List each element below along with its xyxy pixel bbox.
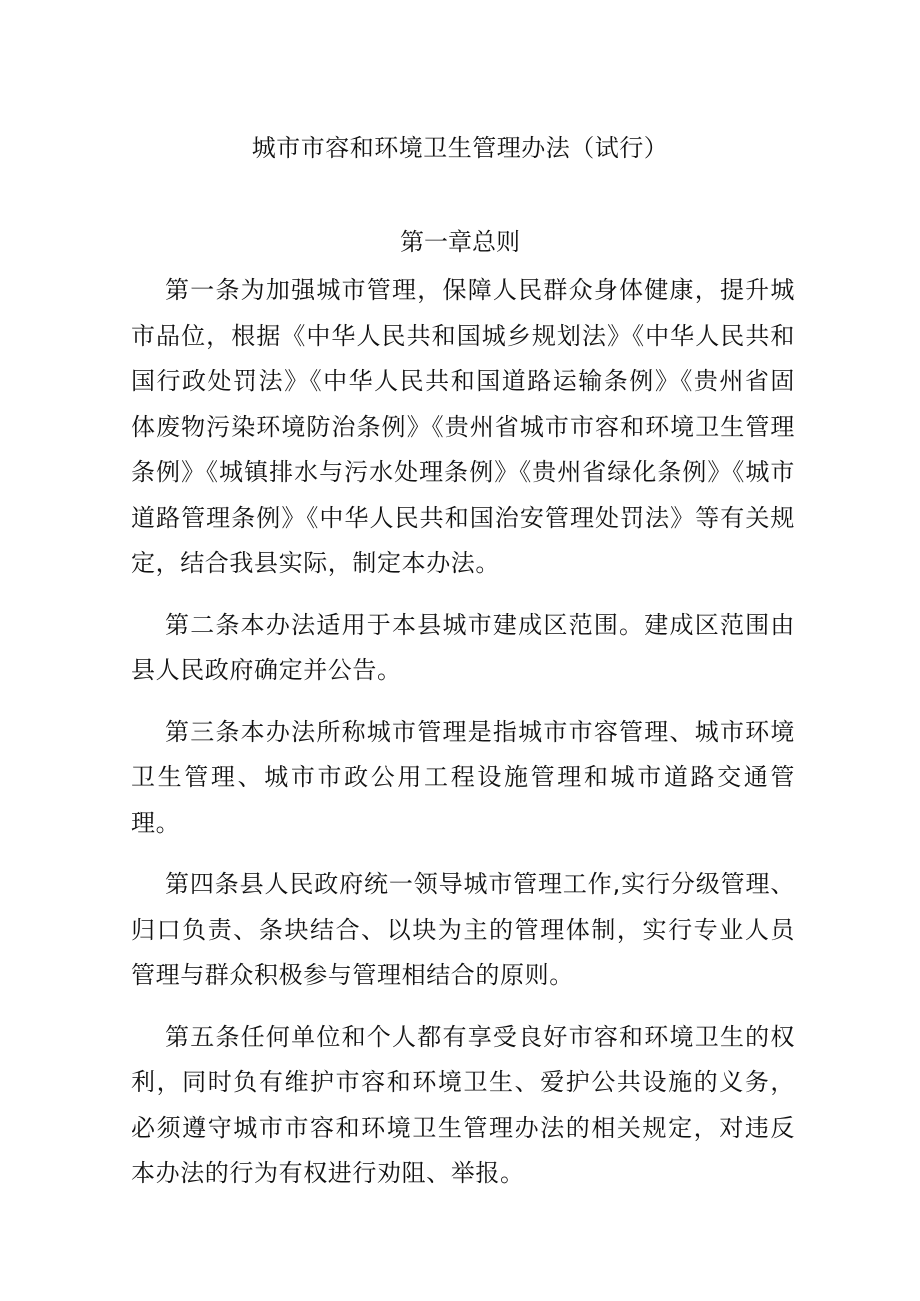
document-body	[131, 268, 795, 1213]
article-2: 第二条本办法适用于本县城市建成区范围。建成区范围由县人民政府确定并公告。	[131, 610, 795, 684]
article-4: 第四条县人民政府统一领导城市管理工作,实行分级管理、归口负责、条块结合、以块为主的管理体制，实行专业人员管理与群众积极参与管理相结合的原则。	[131, 870, 795, 989]
article-3: 第三条本办法所称城市管理是指城市市容管理、城市环境卫生管理、城市市政公用工程设施管理和城市道路交通管理。	[131, 717, 795, 837]
article-5: 第五条任何单位和个人都有享受良好市容和环境卫生的权利，同时负有维护市容和环境卫生、爱护公共设施的义务，必须遵守城市市容和环境卫生管理办法的相关规定，对违反本办法的行为有权进行劝阻、举报。	[131, 1022, 795, 1187]
document-title: 城市市容和环境卫生管理办法（试行）	[251, 134, 669, 162]
article-1: 第一条为加强城市管理，保障人民群众身体健康，提升城市品位，根据《中华人民共和国城乡规划法》《中华人民共和国行政处罚法》《中华人民共和国道路运输条例》《贵州省固体废物污染环境防治条例》《贵州省城市市容和环境卫生管理条例》《城镇排水与污水处理条例》《贵州省绿化条例》《城市道路管理条例》《中华人民共和国治安管理处罚法》等有关规定，结合我县实际，制定本办法。	[131, 276, 795, 577]
chapter-heading: 第一章总则	[400, 228, 520, 256]
